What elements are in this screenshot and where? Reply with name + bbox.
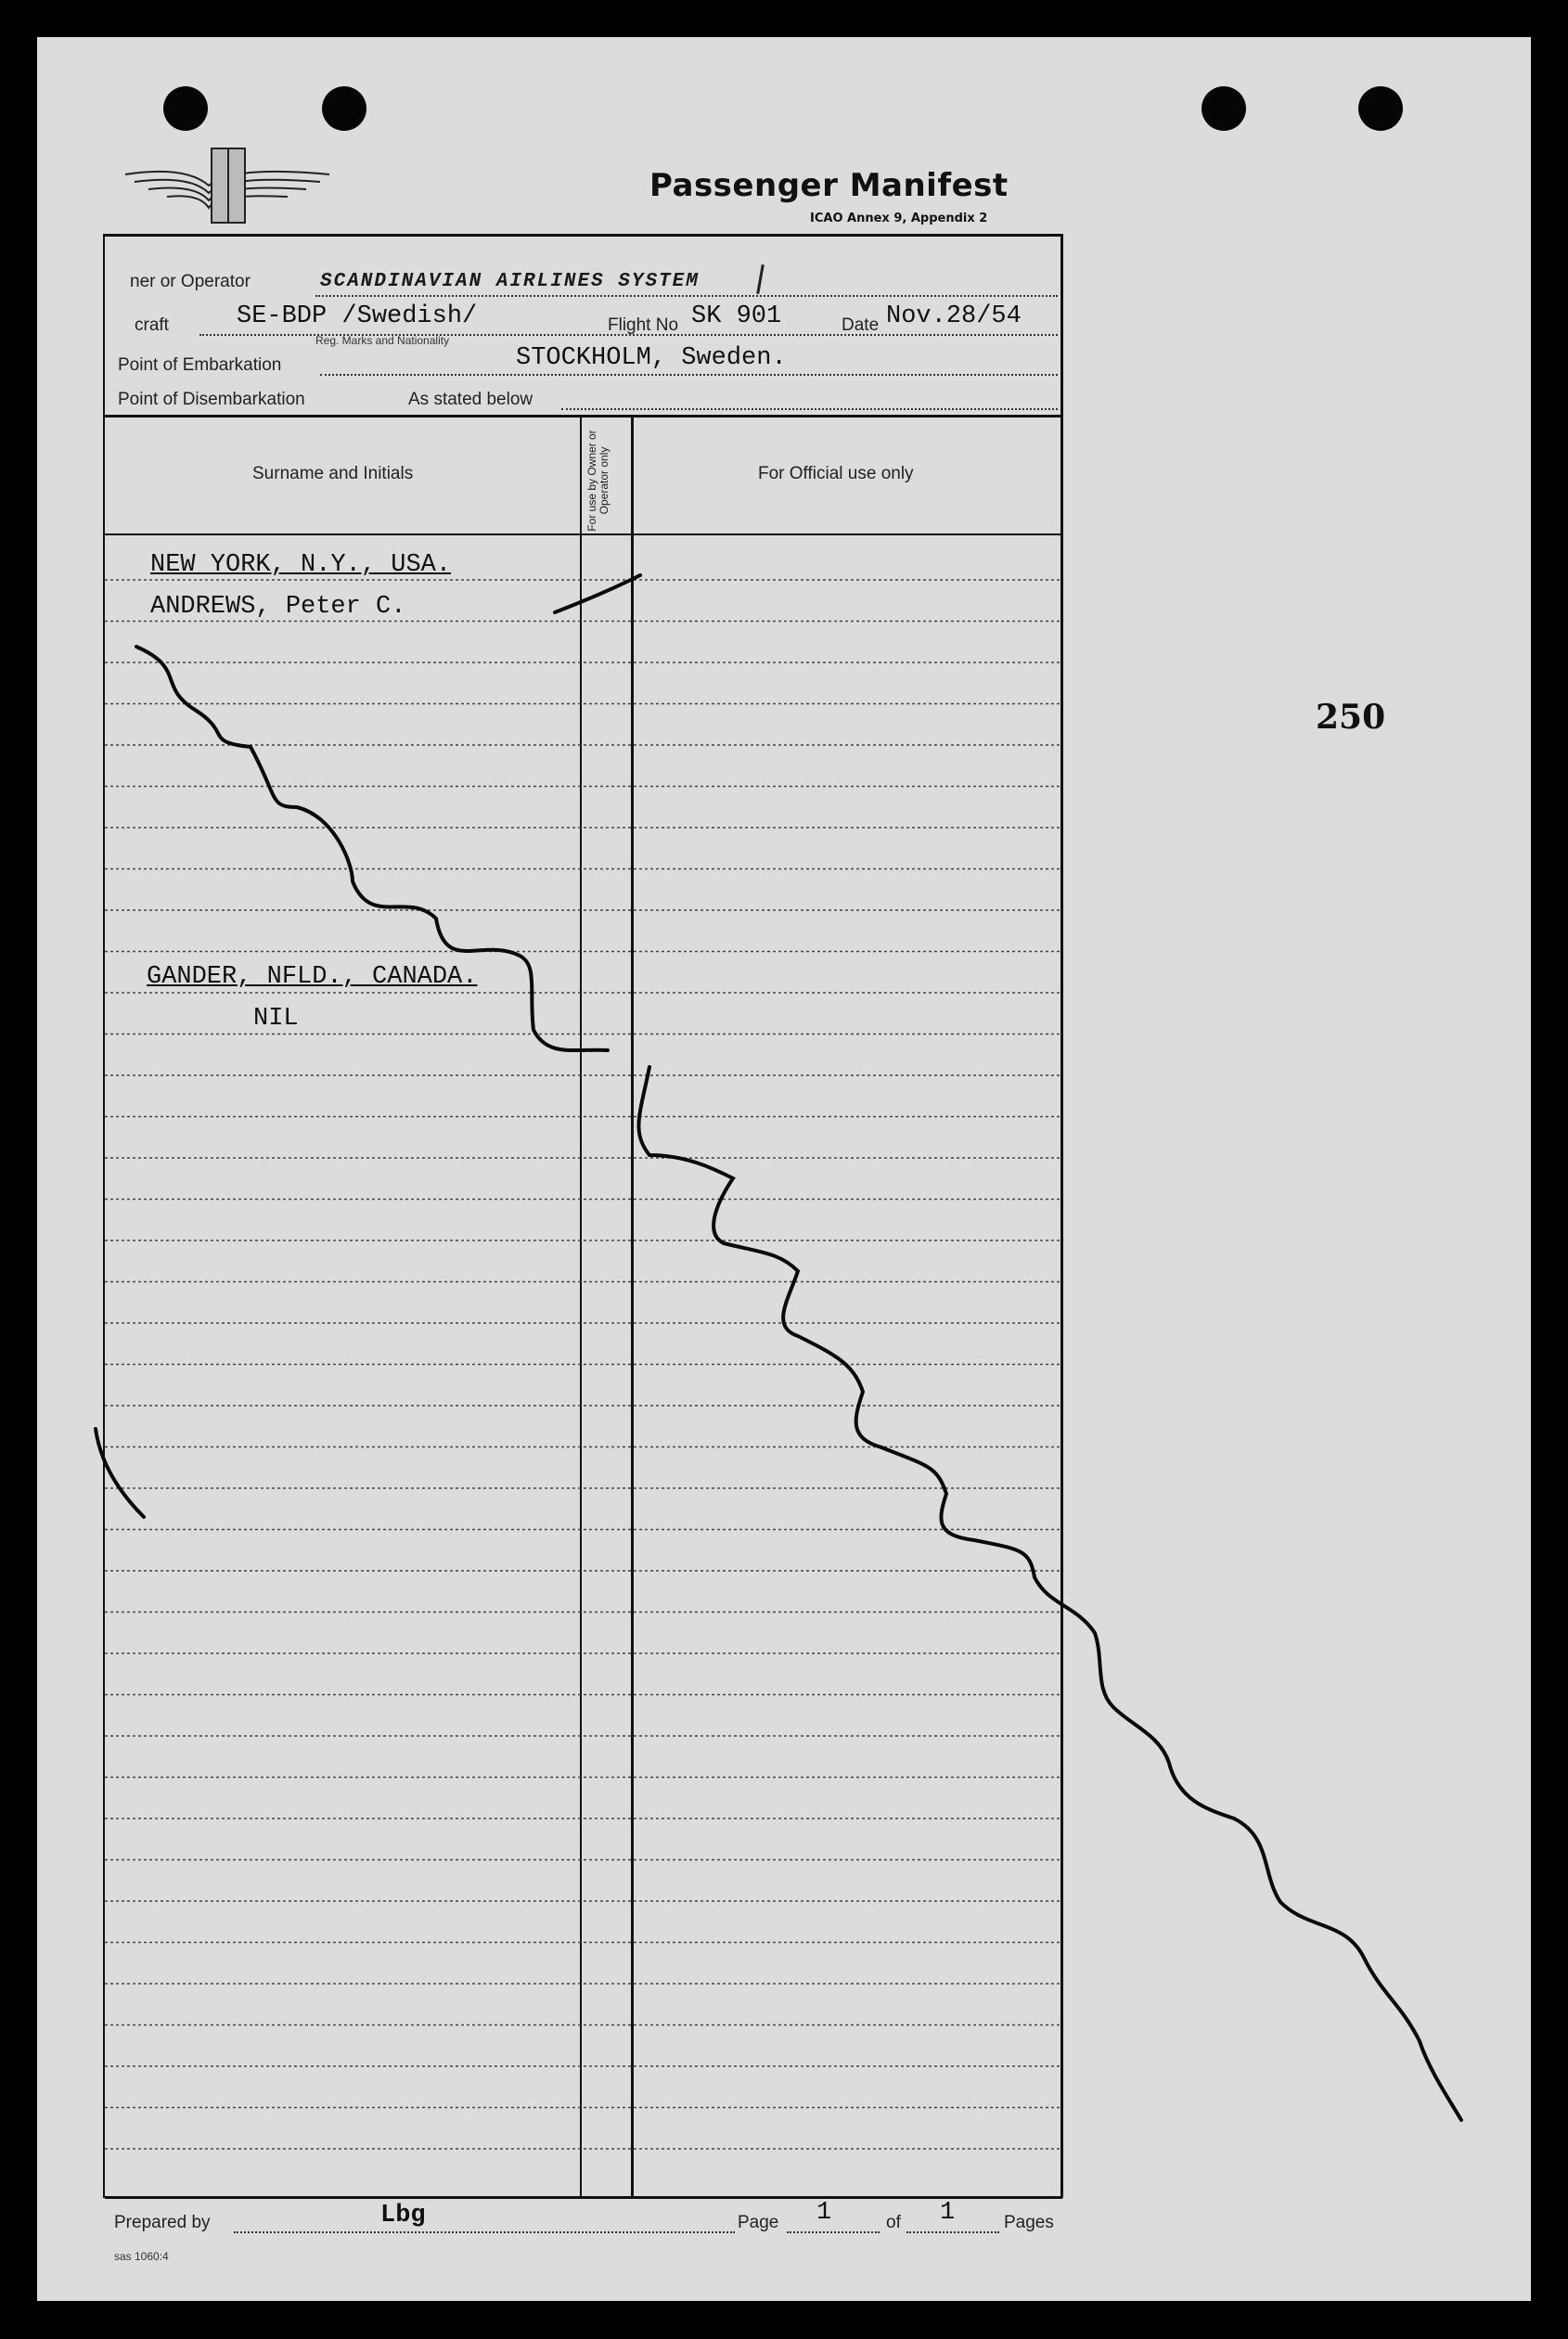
aircraft-label: craft: [135, 315, 169, 335]
prepared-by-value: Lbg: [380, 2202, 426, 2230]
page-value: 1: [816, 2199, 832, 2227]
form-code: sas 1060:4: [114, 2250, 169, 2263]
flight-no-value: SK 901: [691, 302, 782, 330]
page-underline: [787, 2231, 880, 2233]
destination-row: GANDER, NFLD., CANADA.: [147, 963, 478, 991]
of-underline: [906, 2231, 999, 2233]
prepared-by-label: Prepared by: [114, 2213, 211, 2232]
flight-no-label: Flight No: [608, 315, 679, 335]
embarkation-label: Point of Embarkation: [118, 355, 282, 375]
operator-value: SCANDINAVIAN AIRLINES SYSTEM: [320, 271, 700, 292]
disembarkation-label: Point of Disembarkation: [118, 390, 305, 409]
destination-row: NEW YORK, N.Y., USA.: [150, 551, 452, 579]
passenger-row: ANDREWS, Peter C.: [150, 593, 406, 621]
owner-label: ner or Operator: [130, 272, 251, 291]
passenger-row: NIL: [253, 1005, 299, 1033]
date-label: Date: [842, 315, 880, 335]
owner-column-header: For use by Owner or Operator only: [585, 430, 610, 532]
page-label: Page: [738, 2213, 779, 2232]
official-column-header: For Official use only: [758, 464, 914, 483]
reg-note: Reg. Marks and Nationality: [315, 334, 450, 347]
form-title: Passenger Manifest: [649, 167, 1009, 204]
surname-column-header: Surname and Initials: [252, 464, 414, 483]
of-value: 1: [940, 2199, 956, 2227]
as-stated-label: As stated below: [408, 390, 533, 409]
form-subtitle: ICAO Annex 9, Appendix 2: [810, 212, 988, 225]
side-number: 250: [1316, 698, 1386, 737]
embarkation-value: STOCKHOLM, Sweden.: [516, 344, 787, 372]
aircraft-value: SE-BDP /Swedish/: [237, 302, 478, 330]
of-label: of: [886, 2213, 901, 2232]
prepared-by-underline: [234, 2231, 735, 2233]
date-value: Nov.28/54: [886, 302, 1022, 330]
pages-label: Pages: [1004, 2213, 1054, 2232]
